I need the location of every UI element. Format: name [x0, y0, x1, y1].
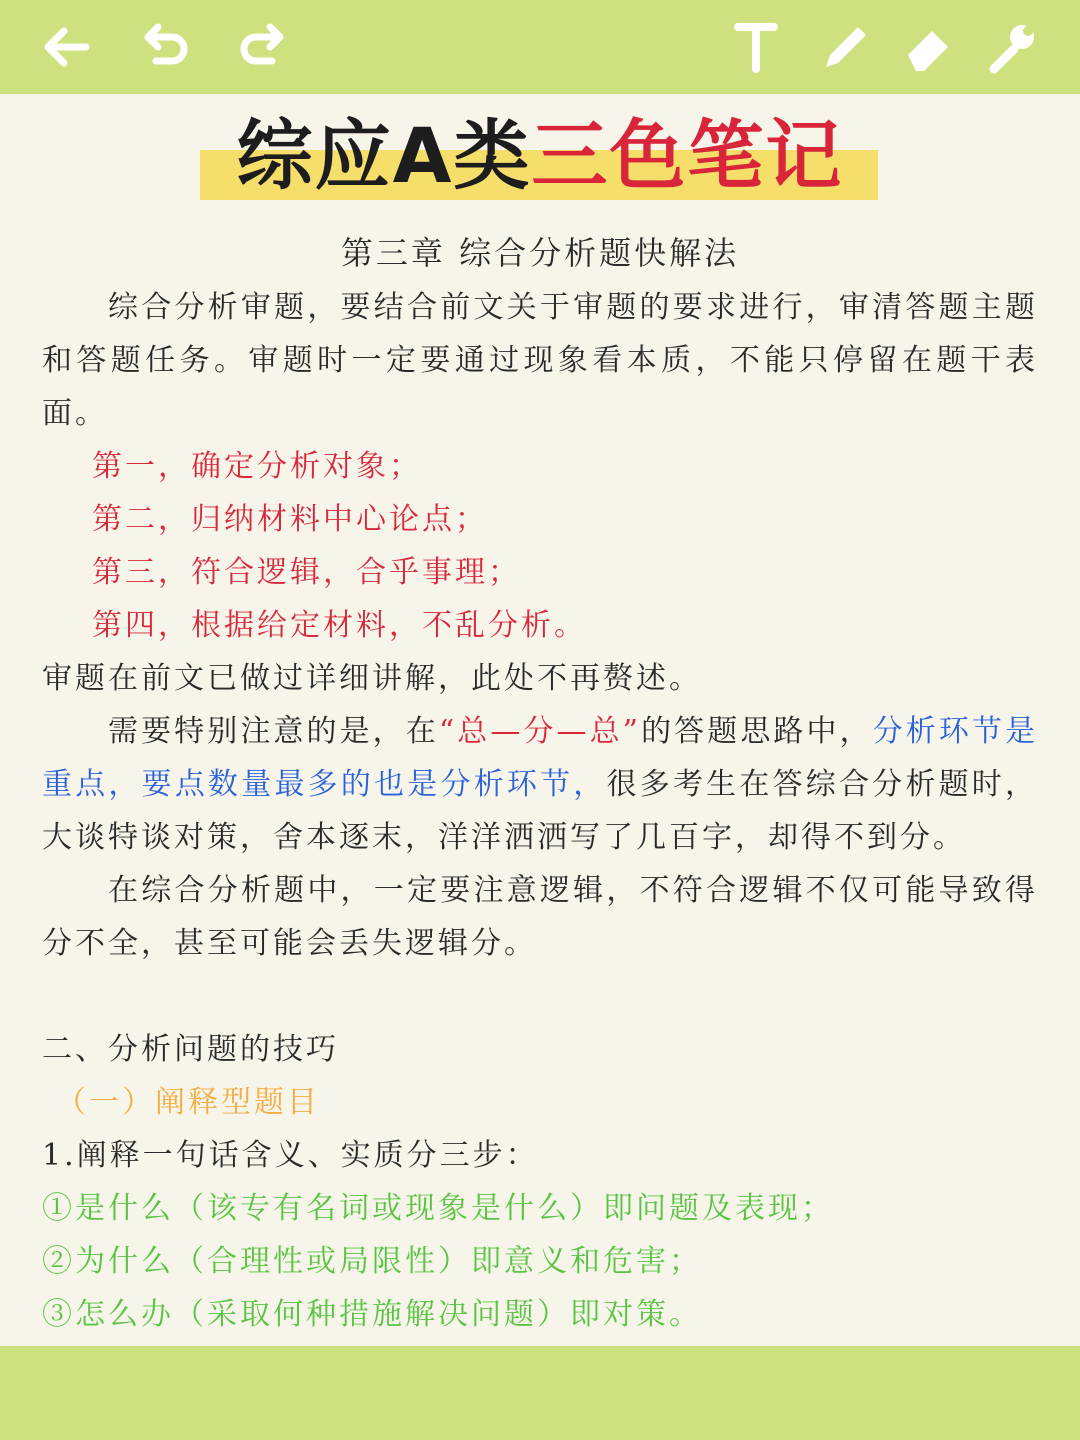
attention-part2: 的答题思路中， — [641, 714, 873, 749]
step-item: 第二，归纳材料中心论点； — [92, 502, 488, 537]
sub-step-item: ①是什么（该专有名词或现象是什么）即问题及表现； — [42, 1191, 834, 1226]
eraser-icon[interactable] — [898, 17, 958, 77]
bottom-bar — [0, 1346, 1080, 1440]
step-item: 第三，符合逻辑，合乎事理； — [92, 555, 521, 590]
pen-icon[interactable] — [814, 17, 874, 77]
logic-paragraph: 在综合分析题中，一定要注意逻辑，不符合逻辑不仅可能导致得分不全，甚至可能会丢失逻辑分。 — [42, 873, 1038, 961]
attention-part1: 需要特别注意的是，在 — [108, 714, 439, 749]
title-block — [200, 110, 880, 202]
back-arrow-icon[interactable] — [36, 17, 96, 77]
title-black-part: 综应A类 — [236, 111, 532, 200]
review-note: 审题在前文已做过详细讲解，此处不再赘述。 — [42, 661, 702, 696]
section-subheading: （一）阐释型题目 — [56, 1085, 320, 1120]
title-red-part: 三色笔记 — [531, 111, 844, 200]
step-item: 第四，根据给定材料，不乱分析。 — [92, 608, 587, 643]
attention-quote: “总—分—总” — [438, 714, 641, 749]
section-heading: 二、分析问题的技巧 — [42, 1032, 339, 1067]
redo-icon[interactable] — [232, 17, 292, 77]
chapter-heading: 第三章 综合分析题快解法 — [340, 234, 740, 272]
attention-paragraph — [42, 705, 1038, 864]
attention-part3: 很多考生在答综合分析题时，大谈特谈对策，舍本逐末，洋洋洒洒写了几百字，却得不到分。 — [42, 767, 1039, 855]
step-item: 第一，确定分析对象； — [92, 449, 422, 484]
undo-icon[interactable] — [136, 17, 196, 77]
page-title — [200, 110, 880, 202]
sub-step-item: ②为什么（合理性或局限性）即意义和危害； — [42, 1244, 702, 1279]
sub-step-item: ③怎么办（采取何种措施解决问题）即对策。 — [42, 1297, 702, 1332]
text-tool-icon[interactable] — [726, 17, 786, 77]
method-item: 1.阐释一句话含义、实质分三步： — [42, 1138, 539, 1173]
toolbar — [0, 0, 1080, 94]
intro-paragraph: 综合分析审题，要结合前文关于审题的要求进行，审清答题主题和答题任务。审题时一定要通过现象看本质，不能只停留在题干表面。 — [42, 290, 1038, 431]
attention-highlight: 分析环节是重点，要点数量最多的也是分析环节， — [42, 714, 1039, 802]
wrench-icon[interactable] — [982, 17, 1042, 77]
